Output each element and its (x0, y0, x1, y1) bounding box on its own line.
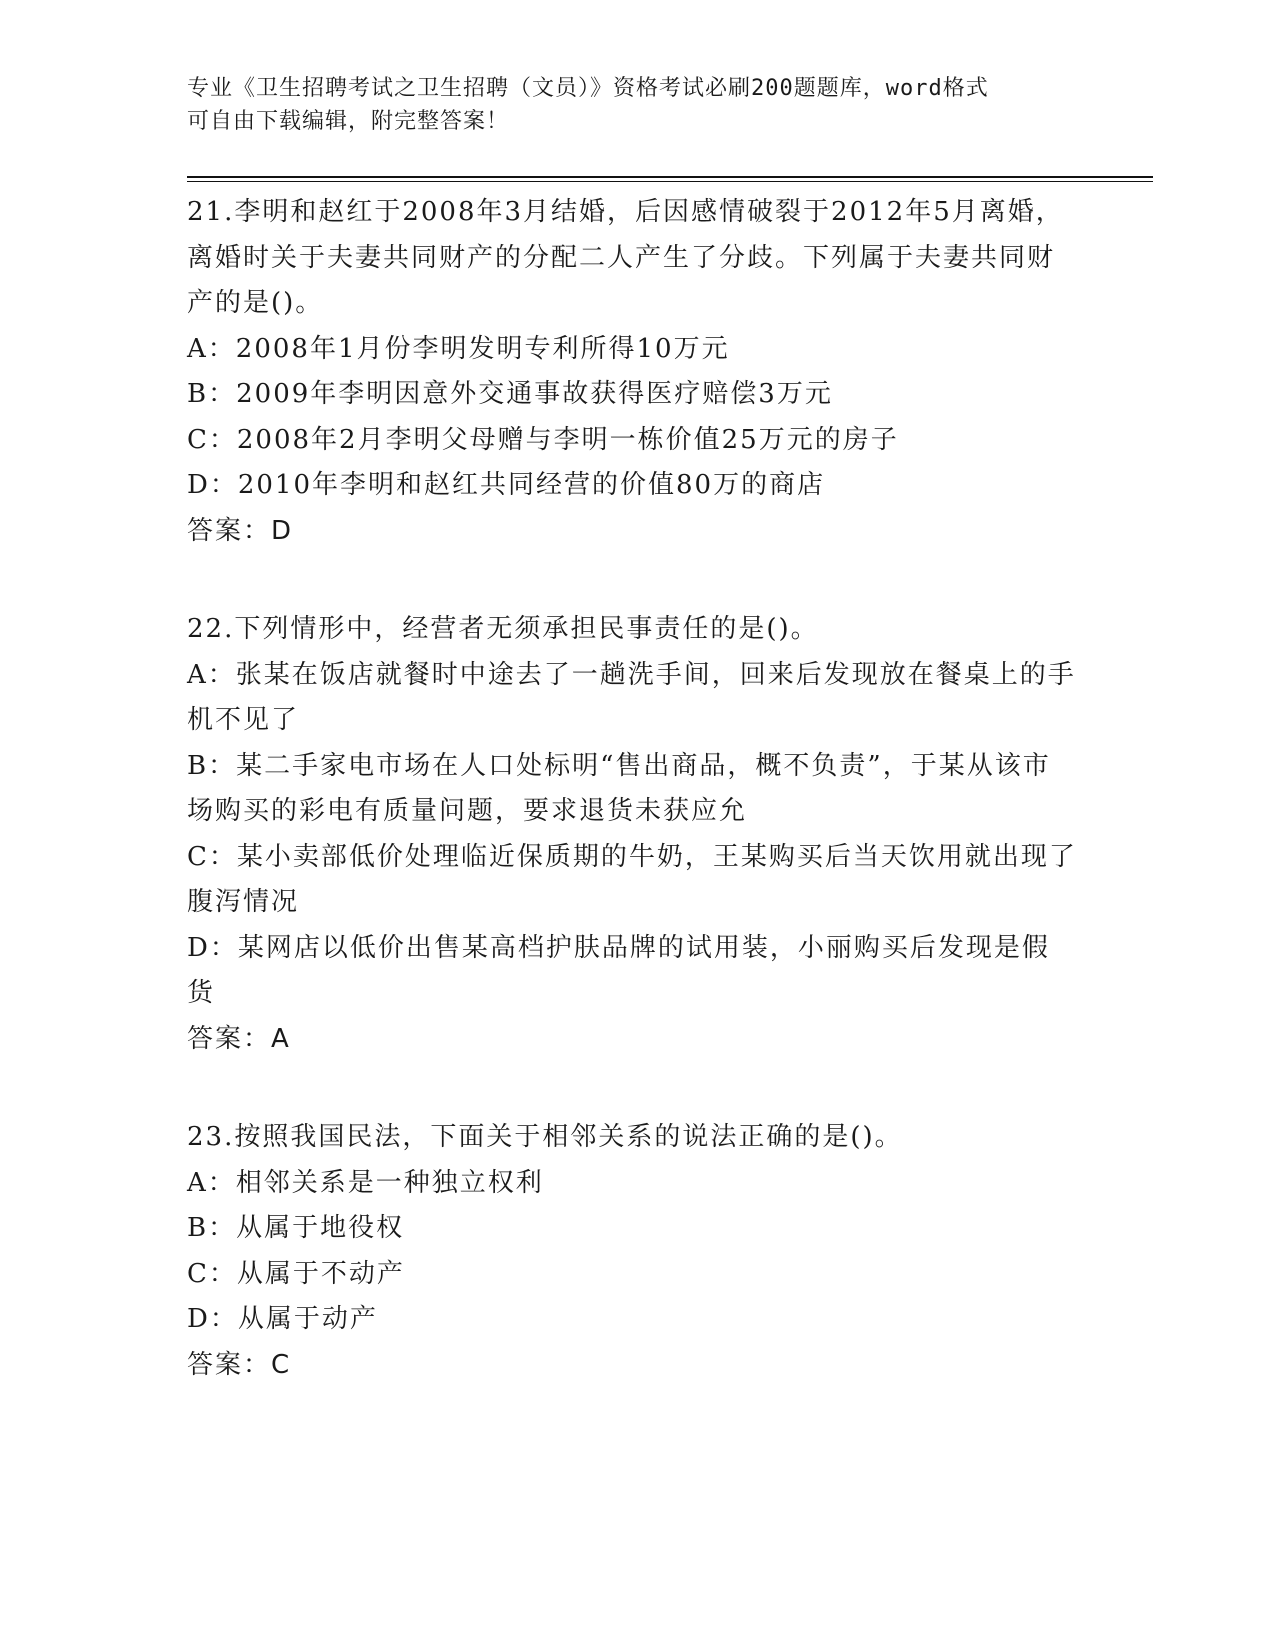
question-stem: 21.李明和赵红于2008年3月结婚，后因感情破裂于2012年5月离婚，离婚时关于夫妻共同财产的分配二人产生了分歧。下列属于夫妻共同财产的是()。 (187, 197, 1064, 318)
option-b: B：某二手家电市场在人口处标明“售出商品，概不负责”，于某从该市场购买的彩电有质量问题，要求退货未获应允 (187, 750, 1051, 826)
answer-label: 答案：D (187, 515, 294, 546)
option-c: C：从属于不动产 (187, 1258, 405, 1289)
question-22 (187, 607, 1077, 1062)
option-c: C：某小卖部低价处理临近保质期的牛奶，王某购买后当天饮用就出现了腹泻情况 (187, 841, 1077, 917)
option-a: A：2008年1月份李明发明专利所得10万元 (187, 333, 730, 364)
question-21 (187, 190, 1077, 554)
answer-label: 答案：C (187, 1349, 292, 1380)
question-stem: 22.下列情形中，经营者无须承担民事责任的是()。 (187, 614, 819, 644)
header-subtitle-line: 可自由下载编辑，附完整答案！ (187, 109, 510, 134)
header-title-line: 专业《卫生招聘考试之卫生招聘（文员）》资格考试必刷200题题库，word格式 (187, 76, 989, 101)
option-b: B：2009年李明因意外交通事故获得医疗赔偿3万元 (187, 379, 833, 409)
option-a: A：相邻关系是一种独立权利 (187, 1167, 544, 1198)
header-divider-thick (187, 176, 1153, 178)
header-divider-thin (187, 181, 1153, 182)
option-a: A：张某在饭店就餐时中途去了一趟洗手间，回来后发现放在餐桌上的手机不见了 (187, 659, 1076, 735)
question-stem: 23.按照我国民法，下面关于相邻关系的说法正确的是()。 (187, 1122, 903, 1152)
option-c: C：2008年2月李明父母赠与李明一栋价值25万元的房子 (187, 424, 899, 455)
question-23 (187, 1115, 1077, 1388)
question-list (187, 190, 1077, 1441)
option-d: D：某网店以低价出售某高档护肤品牌的试用装，小丽购买后发现是假货 (187, 932, 1050, 1008)
answer-label: 答案：A (187, 1023, 291, 1054)
option-d: D：从属于动产 (187, 1304, 378, 1334)
document-header (187, 72, 1067, 138)
option-b: B：从属于地役权 (187, 1213, 405, 1243)
option-d: D：2010年李明和赵红共同经营的价值80万的商店 (187, 470, 826, 500)
